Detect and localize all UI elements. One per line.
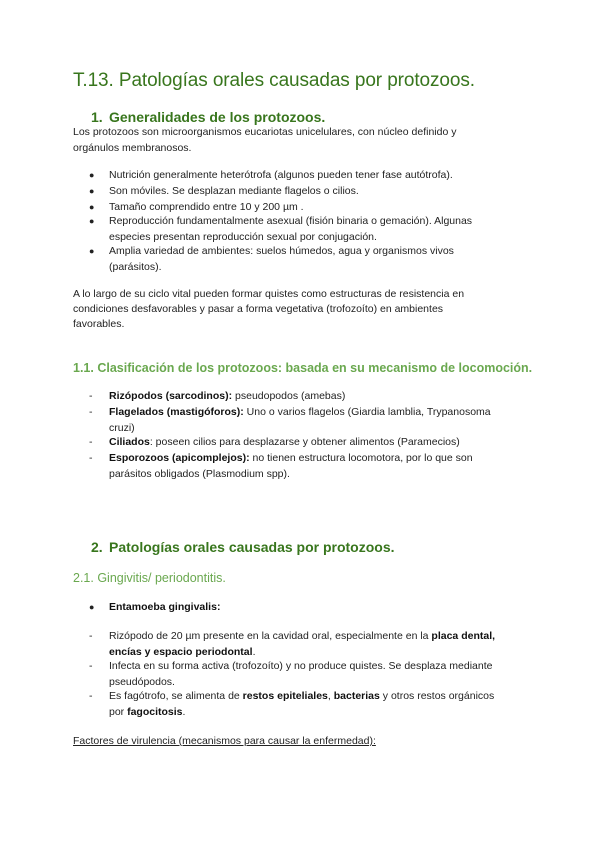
item-text: . bbox=[182, 706, 186, 718]
dash-marker: - bbox=[89, 630, 93, 642]
list-item-text-cont: especies presentan reproducción sexual por conjugación. bbox=[109, 231, 377, 243]
item-text: , bbox=[327, 690, 334, 702]
dash-marker: - bbox=[89, 690, 93, 702]
intro-line-2: orgánulos membranosos. bbox=[73, 142, 192, 154]
bullet-icon: ● bbox=[89, 186, 95, 196]
dash-marker: - bbox=[89, 660, 93, 672]
dash-marker: - bbox=[89, 390, 93, 402]
item-text: Infecta en su forma activa (trofozoíto) y no produce quistes. Se desplaza mediante bbox=[109, 660, 493, 672]
list-item bbox=[89, 213, 473, 245]
list-item bbox=[89, 183, 359, 199]
item-text: Rizópodo de 20 µm presente en la cavidad oral, especialmente en la bbox=[109, 630, 432, 642]
term-desc: : poseen cilios para desplazarse y obtener alimentos (Paramecios) bbox=[149, 436, 460, 448]
item-text-cont: pseudópodos. bbox=[109, 676, 175, 688]
bullet-icon: ● bbox=[89, 602, 95, 612]
term-desc: no tienen estructura locomotora, por lo que son bbox=[249, 452, 473, 464]
section-1-1-heading: 1.1. Clasificación de los protozoos: basada en su mecanismo de locomoción. bbox=[73, 361, 533, 375]
paragraph-line-1: A lo largo de su ciclo vital pueden formar quistes como estructuras de resistencia en bbox=[73, 288, 465, 300]
list-item-text: Tamaño comprendido entre 10 y 200 µm . bbox=[109, 201, 304, 213]
term-bold: Flagelados (mastigóforos): bbox=[109, 406, 244, 418]
section-2-1-heading: 2.1. Gingivitis/ periodontitis. bbox=[73, 571, 226, 585]
virulence-heading: Factores de virulencia (mecanismos para causar la enfermedad): bbox=[73, 735, 376, 747]
paragraph-line-2: condiciones desfavorables y pasar a forma vegetativa (trofozoíto) en ambientes bbox=[73, 303, 444, 315]
term-desc: pseudopodos (amebas) bbox=[232, 390, 346, 402]
list-item bbox=[89, 628, 496, 660]
item-text: y otros restos orgánicos bbox=[379, 690, 495, 702]
term-desc: Uno o varios flagelos (Giardia lamblia, Trypanosoma bbox=[243, 406, 491, 418]
page-title: T.13. Patologías orales causadas por protozoos. bbox=[73, 70, 475, 91]
list-item bbox=[89, 404, 491, 436]
term-bold: Esporozoos (apicomplejos): bbox=[109, 452, 250, 464]
list-item-text: Son móviles. Se desplazan mediante flagelos o cilios. bbox=[109, 185, 359, 197]
bullet-icon: ● bbox=[89, 246, 95, 256]
term-bold: Rizópodos (sarcodinos): bbox=[109, 390, 233, 402]
bullet-icon: ● bbox=[89, 170, 95, 180]
item-text: por bbox=[109, 706, 128, 718]
section-1-heading bbox=[91, 109, 325, 125]
list-item-text: Nutrición generalmente heterótrofa (algunos pueden tener fase autótrofa). bbox=[109, 169, 453, 181]
bullet-icon: ● bbox=[89, 202, 95, 212]
item-text: Es fagótrofo, se alimenta de bbox=[109, 690, 243, 702]
dash-marker: - bbox=[89, 452, 93, 464]
dash-marker: - bbox=[89, 436, 93, 448]
section-2-heading bbox=[91, 539, 395, 555]
list-item-text: Amplia variedad de ambientes: suelos húmedos, agua y organismos vivos bbox=[109, 245, 454, 257]
list-item-text: Reproducción fundamentalmente asexual (fisión binaria o gemación). Algunas bbox=[109, 215, 473, 227]
paragraph-line-3: favorables. bbox=[73, 318, 125, 330]
list-item bbox=[89, 243, 454, 275]
list-item bbox=[89, 434, 460, 450]
term-desc-cont: cruzi) bbox=[109, 422, 135, 434]
section-1-title: Generalidades de los protozoos. bbox=[109, 109, 326, 125]
term-desc-cont: parásitos obligados (Plasmodium spp). bbox=[109, 468, 290, 480]
list-item-text-cont: (parásitos). bbox=[109, 261, 162, 273]
list-item bbox=[89, 658, 493, 690]
term-bold: placa dental, bbox=[431, 630, 496, 642]
dash-marker: - bbox=[89, 406, 93, 418]
list-item bbox=[89, 450, 473, 482]
intro-line-1: Los protozoos son microorganismos eucariotas unicelulares, con núcleo definido y bbox=[73, 126, 457, 138]
section-1-number: 1. bbox=[91, 109, 103, 125]
item-text: . bbox=[252, 646, 256, 658]
list-item bbox=[89, 688, 495, 720]
section-2-number: 2. bbox=[91, 539, 103, 555]
list-item bbox=[89, 599, 221, 615]
list-item bbox=[89, 167, 453, 183]
term-bold: fagocitosis bbox=[127, 706, 183, 718]
organism-name: Entamoeba gingivalis: bbox=[109, 601, 221, 613]
bullet-icon: ● bbox=[89, 216, 95, 226]
section-2-title: Patologías orales causadas por protozoos. bbox=[109, 539, 395, 555]
list-item bbox=[89, 388, 346, 404]
term-bold: encías y espacio periodontal bbox=[109, 646, 253, 658]
term-bold: bacterias bbox=[333, 690, 380, 702]
term-bold: restos epiteliales bbox=[242, 690, 328, 702]
term-bold: Ciliados bbox=[109, 436, 150, 448]
